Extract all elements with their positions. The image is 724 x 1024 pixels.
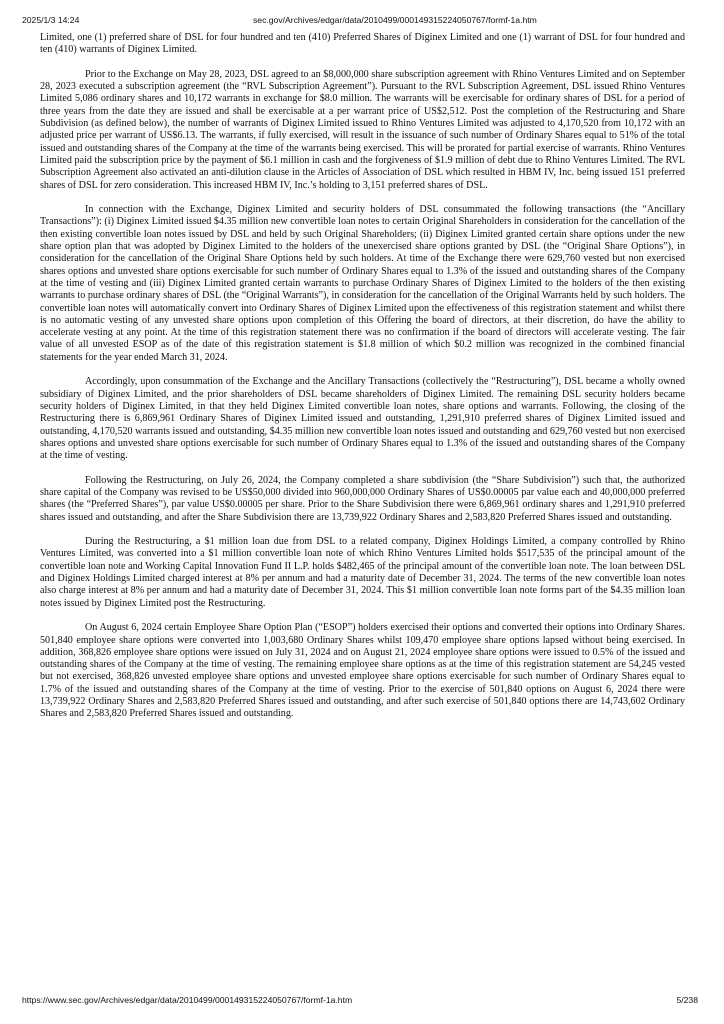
paragraph-rvl-subscription: Prior to the Exchange on May 28, 2023, DSL agreed to an $8,000,000 share subscription agreement with Rhino Ventures Limited and on September 28, 2023 executed a subscription agreement (the “RVL Subscription Agreement”). Pursuant to the RVL Subscription Agreement, DSL issued Rhino Ventures Limited 5,086 ordinary shares and 10,172 warrants in exchange for $8.0 million. The warrants will be exercisable for ordinary shares of DSL for a period of three years from the date they are issued and shall be exercisable at a per warrant price of US$2,512. Post the completion of the Restructuring and Share Subdivision (as defined below), the number of warrants of Diginex Limited issued to Rhino Ventures Limited was adjusted to 4,170,520 from 10,172 with an adjusted price per warrant of US$6.13. The warrants, if fully exercised, will result in the issuance of such number of Ordinary Shares equal to 51% of the total issued and outstanding shares of the Company at the time of the warrants being exercised. This will be prorated for partial exercise of warrants. Rhino Ventures Limited paid the subscription price by the payment of $6.1 million in cash and the forgiveness of $1.9 million of debt due to Rhino Ventures Limited. The RVL Subscription Agreement also activated an anti-dilution clause in the Articles of Association of DSL which resulted in HBM IV, Inc. being issued 151 preferred shares of DSL for zero consideration. This increased HBM IV, Inc.’s holding to 3,151 preferred shares of DSL. <box>40 68 685 191</box>
paragraph-convertible-loan: During the Restructuring, a $1 million loan due from DSL to a related company, Diginex Holdings Limited, a company controlled by Rhino Ventures Limited, was converted into a $1 million convertible loan note of which Rhino Ventures Limited holds $517,535 of the principal amount of the convertible loan note and Working Capital Innovation Fund II L.P. holds $482,465 of the principal amount of the convertible loan note. The loan between DSL and Diginex Holdings Limited charged interest at 8% per annum and had a maturity date of December 31, 2024. The terms of the new convertible loan notes also charge interest at 8% per annum and had a maturity date of December 31, 2024. This $1 million convertible loan note forms part of the $4.35 million loan notes issued by Diginex Limited post the Restructuring. <box>40 536 685 609</box>
paragraph-continuation: Limited, one (1) preferred share of DSL for four hundred and ten (410) Preferred Shares of Diginex Limited and one (1) warrant of DSL for four hundred and ten (410) warrants of Diginex Limited. <box>40 32 685 56</box>
paragraph-ancillary-transactions: In connection with the Exchange, Diginex Limited and security holders of DSL consummated the following transactions (the “Ancillary Transactions”): (i) Diginex Limited issued $4.35 million new convertible loan notes to certain Original Shareholders in consideration for the cancellation of the then existing convertible loan notes issued by DSL and held by such Original Shareholders; (ii) Diginex Limited granted certain share options under the new share option plan that was adopted by Diginex Limited to the holders of the unexercised share options granted by DSL (the “Original Share Options”), in consideration for the cancellation of the Original Share Options held by such holders. At time of the Exchange there were 629,760 vested but non exercised shares options and unvested share options exercisable for such number of Ordinary Shares equal to 1.3% of the issued and outstanding shares of the Company at the time of vesting and (iii) Diginex Limited granted certain warrants to purchase Ordinary Shares of Diginex Limited to the holders of the then existing warrants to purchase ordinary shares of DSL (the “Original Warrants”), in consideration for the cancellation of the Original Warrants held by such holders. The convertible loan notes will automatically convert into Ordinary Shares of Diginex Limited upon the effectiveness of this registration statement and whilst there is no automatic vesting of any unvested share options upon completion of this Offering the board of directors, at their discretion, do have the ability to accelerate vesting at any point. At the time of this registration statement there was no confirmation if the board of directors will accelerate vesting. The fair value of all unvested ESOP as of the date of this registration statement is $1.8 million of which $0.2 million was recognized in the combined financial statements for the year ended March 31, 2024. <box>40 204 685 363</box>
print-footer-url: https://www.sec.gov/Archives/edgar/data/2010499/000149315224050767/formf-1a.htm <box>22 995 353 1005</box>
print-datetime: 2025/1/3 14:24 <box>22 15 80 25</box>
page-number: 5/238 <box>676 995 698 1005</box>
document-body <box>40 32 685 733</box>
print-footer <box>0 995 724 1007</box>
paragraph-share-subdivision: Following the Restructuring, on July 26, 2024, the Company completed a share subdivision (the “Share Subdivision”) such that, the authorized share capital of the Company was revised to be US$50,000 divided into 960,000,000 Ordinary Shares of US$0.00005 par value each and 40,000,000 preferred shares (the “Preferred Shares”), par value US$0.00005 per share. Prior to the Share Subdivision there were 6,869,961 ordinary shares and 1,291,910 preferred shares issued and outstanding, and after the Share Subdivision there are 13,739,922 Ordinary Shares and 2,583,820 Preferred Shares issued and outstanding. <box>40 474 685 523</box>
paragraph-esop-exercise: On August 6, 2024 certain Employee Share Option Plan (“ESOP”) holders exercised their options and converted their options into Ordinary Shares. 501,840 employee share options were converted into 1,003,680 Ordinary Shares whilst 109,470 employee share options lapsed without being exercised. In addition, 368,826 employee share options were issued on July 31, 2024 and on August 21, 2024 employee share options were issued to 0.5% of the issued and outstanding shares of the Company at the time of vesting. The remaining employee share options as at the time of this registration statement are 54,245 vested but not exercised, 368,826 unvested employee share options and unvested employee share options exercisable for such number of Ordinary Shares equal to 1.7% of the issued and outstanding shares of the Company at the time of vesting. Prior to the exercise of 501,840 options on August 6, 2024 there were 13,739,922 Ordinary Shares and 2,583,820 Preferred Shares issued and outstanding, and after such exercise of 501,840 options there are 14,743,602 Ordinary Shares and 2,583,820 Preferred Shares issued and outstanding. <box>40 622 685 720</box>
print-header-url: sec.gov/Archives/edgar/data/2010499/000149315224050767/formf-1a.htm <box>253 15 537 25</box>
paragraph-restructuring: Accordingly, upon consummation of the Exchange and the Ancillary Transactions (collectively the “Restructuring”), DSL became a wholly owned subsidiary of Diginex Limited, and the prior shareholders of DSL became shareholders of Diginex Limited. The remaining DSL security holders became security holders of Diginex Limited, in that they held Diginex Limited convertible loan notes, share options and warrants. Following, the closing of the Restructuring there is 6,869,961 Ordinary Shares of Diginex Limited issued and outstanding, 1,291,910 preferred shares of Diginex Limited issued and outstanding, 4,170,520 warrants issued and outstanding, $4.35 million new convertible loan notes issued and outstanding and 629,760 vested but non exercised shares options and unvested share options exercisable for such number of Ordinary Shares equal to 1.3% of the issued and outstanding shares of the Company at the time of vesting. <box>40 376 685 462</box>
print-header <box>0 15 724 27</box>
